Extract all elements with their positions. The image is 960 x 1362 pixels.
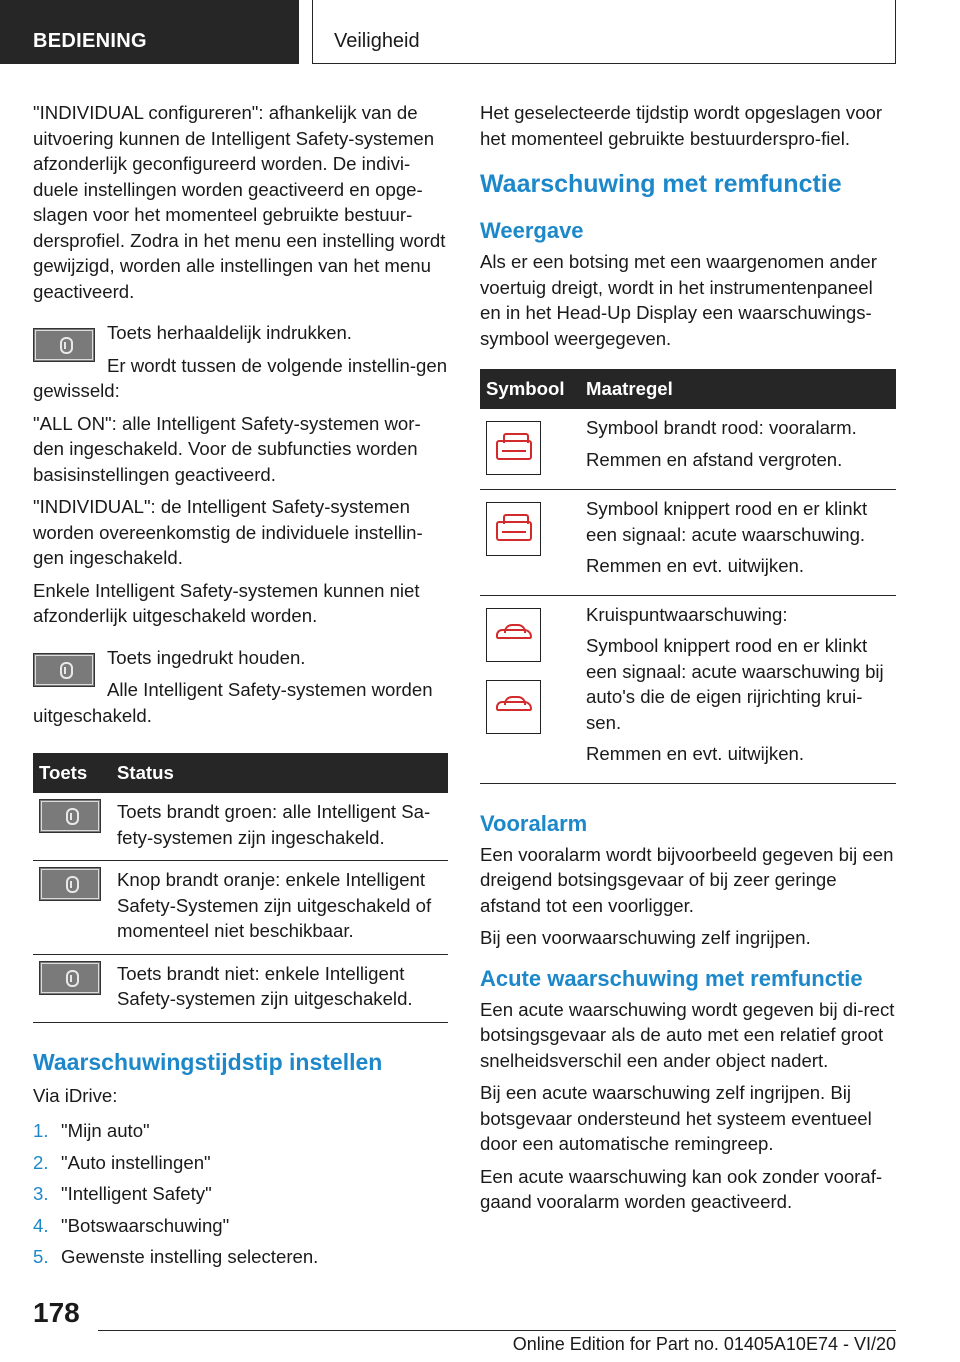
list-item: 2. "Auto instellingen"	[33, 1151, 211, 1173]
measure-text: Remmen en afstand vergroten.	[586, 448, 843, 470]
section-label: BEDIENING	[33, 30, 147, 52]
vooralarm-text: Een vooralarm wordt bijvoorbeeld gegeven bij een dreigend botsingsgevaar of bij zeer geringe afstand tot een voorligger.	[480, 843, 894, 916]
section-heading: Waarschuwingstijdstip instellen	[33, 1048, 383, 1075]
footer-divider	[98, 1330, 896, 1331]
left-column	[33, 100, 448, 1276]
individual-text: "INDIVIDUAL": de Intelligent Safety-systemen worden overeenkomstig de individuele instellin-gen ingeschakeld.	[33, 496, 423, 568]
col-header-status: Status	[111, 753, 448, 793]
via-idrive: Via iDrive:	[33, 1084, 118, 1106]
intro-paragraph: "INDIVIDUAL configureren": afhankelijk van de uitvoering kunnen de Intelligent Safety-systemen afzonderlijk geconfigureerd worden. De indivi-duele instellingen worden geactiveerd en opge-slagen voor het momenteel gebruikte bestuur-dersprofiel. Zodra in het menu een instelling wordt gewijzigd, worden alle instellingen van het menu geactiveerd.	[33, 102, 446, 302]
right-column	[480, 100, 896, 1222]
acute-text: Een acute waarschuwing kan ook zonder vooraf-gaand vooralarm worden geactiveerd.	[480, 1165, 883, 1212]
measure-text: Remmen en evt. uitwijken.	[586, 555, 805, 576]
crossing-car-icon	[486, 680, 541, 734]
list-item: 3. "Intelligent Safety"	[33, 1183, 212, 1204]
measure-text: Symbool brandt rood: vooralarm.	[586, 417, 857, 438]
status-cell: Toets brandt groen: alle Intelligent Sa-fety-systemen zijn ingeschakeld.	[111, 793, 448, 861]
table-row	[480, 595, 896, 783]
press-instruction: Toets herhaaldelijk indrukken.	[107, 322, 352, 343]
steps-list	[33, 1118, 448, 1270]
chapter-label: Veiligheid	[334, 30, 420, 52]
edition-note: Online Edition for Part no. 01405A10E74 - VI/20	[512, 1334, 896, 1354]
list-item: 4. "Botswaarschuwing"	[33, 1214, 230, 1236]
safety-button-icon	[33, 653, 95, 687]
safety-button-icon	[33, 328, 95, 362]
enkele-text: Enkele Intelligent Safety-systemen kunnen niet afzonderlijk uitgeschakeld worden.	[33, 579, 420, 626]
subsection-heading: Weergave	[480, 218, 584, 243]
table-row	[480, 490, 896, 596]
saved-paragraph: Het geselecteerde tijdstip wordt opgeslagen voor het momenteel gebruikte bestuurderspro-fiel.	[480, 102, 883, 149]
press-result: Er wordt tussen de volgende instellin-gen gewisseld:	[33, 354, 448, 401]
symbol-table	[480, 369, 896, 784]
table-row	[33, 861, 448, 955]
safety-button-icon	[39, 799, 101, 833]
list-item: 5. Gewenste instelling selecteren.	[33, 1246, 319, 1267]
measure-text: Remmen en evt. uitwijken.	[586, 743, 805, 764]
subsection-heading: Vooralarm	[480, 810, 588, 836]
measure-text: Symbool knippert rood en er klinkt een signaal: acute waarschuwing bij auto's die de eigen rijrichting krui-sen.	[586, 635, 884, 733]
button-status-table	[33, 753, 448, 1023]
page-number: 178	[33, 1297, 80, 1328]
all-on-text: "ALL ON": alle Intelligent Safety-systemen wor-den ingeschakeld. Voor de subfuncties worden basisinstellingen geactiveerd.	[33, 412, 421, 485]
section-heading: Waarschuwing met remfunctie	[480, 170, 842, 198]
safety-button-icon	[39, 961, 101, 995]
weergave-text: Als er een botsing met een waargenomen ander voertuig dreigt, wordt in het instrumentenpaneel en in het Head-Up Display een waarschuwings-symbool weergegeven.	[480, 251, 877, 349]
measure-text: Kruispuntwaarschuwing:	[586, 603, 788, 625]
status-cell: Toets brandt niet: enkele Intelligent Safety-systemen zijn uitgeschakeld.	[111, 954, 448, 1022]
acute-text: Bij een acute waarschuwing zelf ingrijpen. Bij botsgevaar ondersteund het systeem eventueel door een automatische remingreep.	[480, 1082, 872, 1154]
section-tab	[0, 0, 299, 64]
acute-text: Een acute waarschuwing wordt gegeven bij di-rect botsingsgevaar als de auto met een relatief groot snelheidsverschil een ander object nadert.	[480, 998, 895, 1071]
list-item: 1. "Mijn auto"	[33, 1120, 150, 1141]
chapter-tab	[312, 0, 896, 64]
table-row	[33, 954, 448, 1022]
subsection-heading: Acute waarschuwing met remfunctie	[480, 965, 863, 991]
table-row	[33, 793, 448, 861]
table-row	[480, 409, 896, 490]
col-header-toets: Toets	[33, 753, 111, 793]
car-warning-icon	[486, 421, 541, 475]
safety-button-icon	[39, 867, 101, 901]
measure-text: Symbool knippert rood en er klinkt een signaal: acute waarschuwing.	[586, 498, 868, 545]
crossing-car-icon	[486, 608, 541, 662]
vooralarm-text: Bij een voorwaarschuwing zelf ingrijpen.	[480, 927, 811, 948]
hold-result: Alle Intelligent Safety-systemen worden uitgeschakeld.	[33, 679, 433, 726]
car-warning-icon	[486, 502, 541, 556]
col-header-symbool: Symbool	[480, 369, 580, 409]
hold-instruction: Toets ingedrukt houden.	[107, 646, 306, 668]
status-cell: Knop brandt oranje: enkele Intelligent Safety-Systemen zijn uitgeschakeld of momenteel niet beschikbaar.	[111, 861, 448, 955]
col-header-maatregel: Maatregel	[580, 369, 896, 409]
